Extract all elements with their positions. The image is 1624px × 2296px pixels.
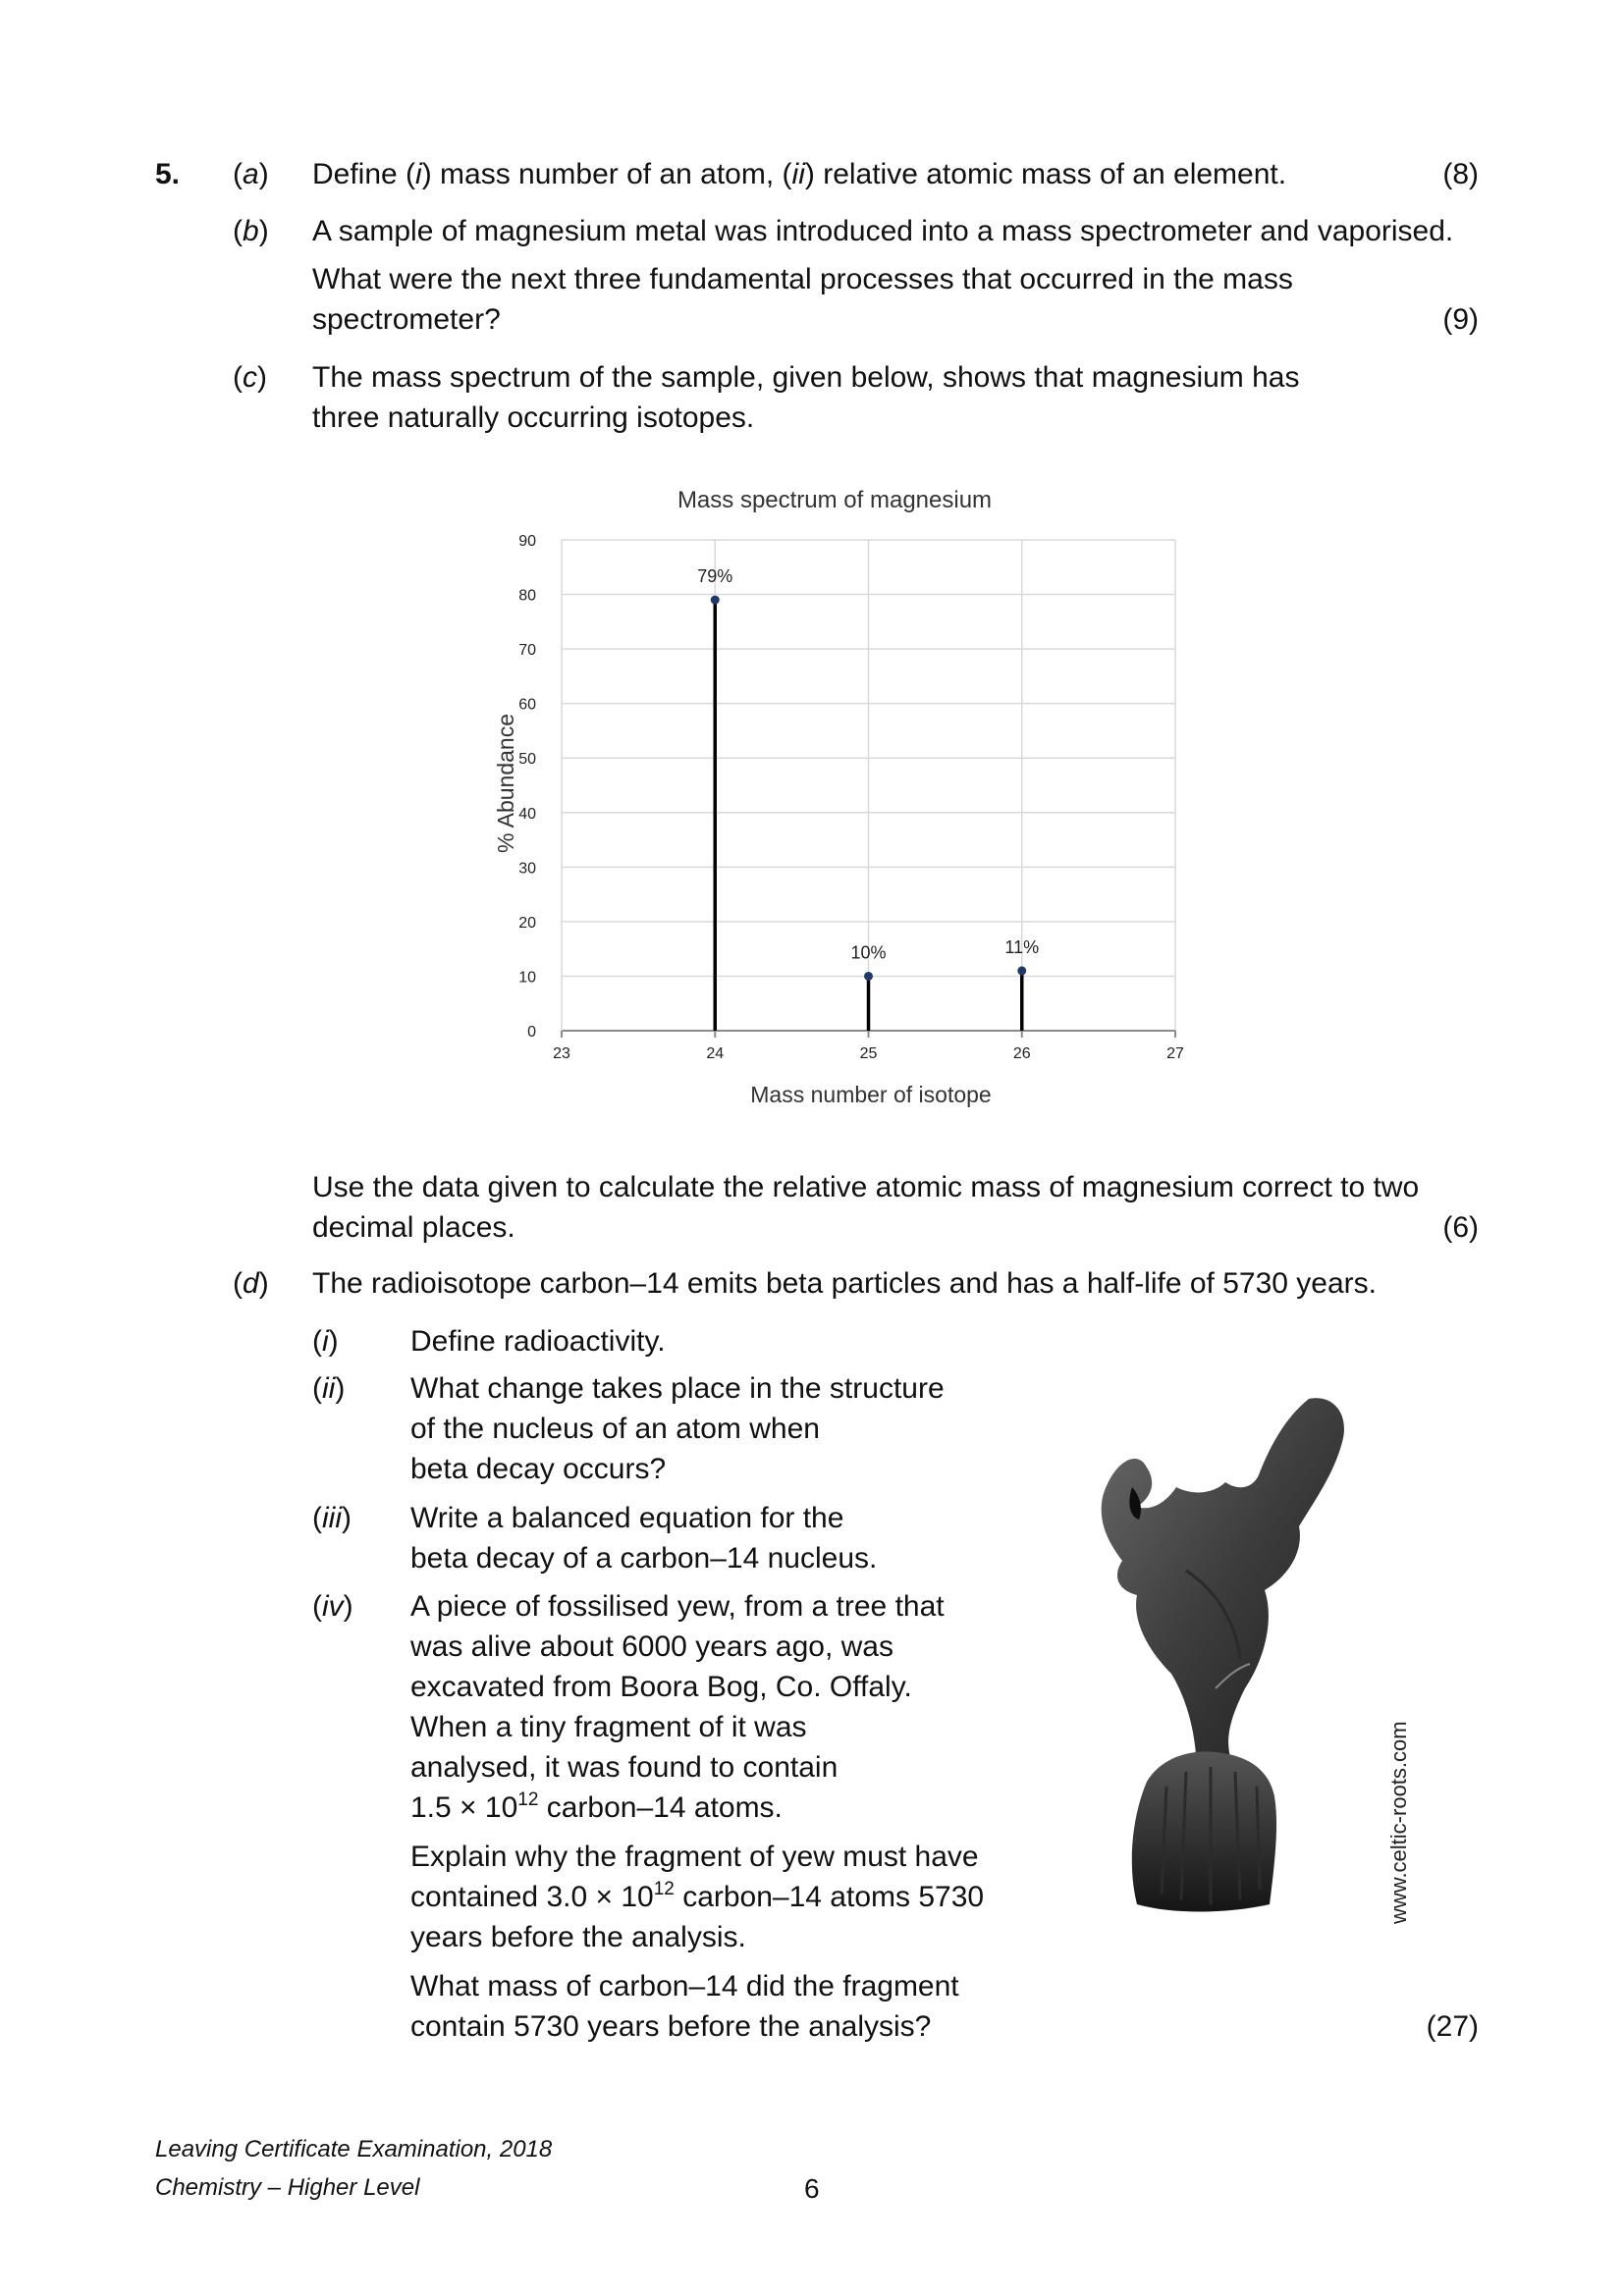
x-tick-label-24: 24 (706, 1045, 725, 1062)
part-d-iv-line-9: years before the analysis. (410, 1921, 746, 1953)
question-number: 5. (155, 158, 181, 190)
chart-title: Mass spectrum of magnesium (677, 487, 993, 513)
part-d-label: (d) (233, 1267, 269, 1300)
part-c-after-line-1: Use the data given to calculate the relative atomic mass of magnesium correct to two (312, 1171, 1420, 1203)
y-tick-label-20: 20 (518, 914, 536, 932)
y-tick-label-70: 70 (518, 642, 536, 660)
part-d-iv-line-7: Explain why the fragment of yew must have (410, 1841, 979, 1873)
part-d-marks: (27) (1426, 2010, 1479, 2043)
point-26 (1017, 966, 1026, 975)
part-b-label: (b) (233, 215, 269, 247)
part-c-label: (c) (233, 361, 267, 394)
y-tick-label-0: 0 (527, 1024, 536, 1041)
part-d-iv-line-6: $1.5 \times 10^{12}$ carbon–14 atoms. (410, 1789, 783, 1824)
part-d-iv-line-2: was alive about 6000 years ago, was (410, 1630, 893, 1663)
data-label-26: 11% (1004, 936, 1040, 957)
data-label-25: 10% (850, 942, 887, 963)
part-c-line-2: three naturally occurring isotopes. (312, 401, 755, 434)
x-tick-label-23: 23 (553, 1045, 570, 1062)
footer-exam-title: Leaving Certificate Examination, 2018 (155, 2136, 553, 2163)
part-d-iii-label: (iii) (312, 1502, 352, 1534)
data-label-24: 79% (697, 566, 733, 587)
x-tick-label-27: 27 (1166, 1045, 1184, 1062)
part-d-iv-line-5: analysed, it was found to contain (410, 1751, 839, 1784)
part-d-iv-line-1: A piece of fossilised yew, from a tree that (410, 1590, 945, 1623)
x-axis-title: Mass number of isotope (750, 1082, 992, 1107)
y-axis-title: % Abundance (493, 714, 518, 853)
part-a-label: (a) (233, 158, 269, 190)
page-number: 6 (804, 2173, 820, 2204)
fossilised-yew-photo (1078, 1394, 1365, 1924)
part-d-iii-line-2: beta decay of a carbon–14 nucleus. (410, 1542, 878, 1575)
part-d-ii-line-1: What change takes place in the structure (410, 1372, 945, 1405)
part-d-i-label: (i) (312, 1325, 339, 1358)
y-tick-label-60: 60 (518, 696, 536, 714)
chart-tick-labels (518, 533, 1184, 1062)
y-tick-label-80: 80 (518, 587, 536, 605)
part-c-after-line-2: decimal places. (312, 1211, 515, 1244)
part-a-text: Define (i) mass number of an atom, (ii) relative atomic mass of an element. (312, 158, 1287, 190)
part-b-line-1: A sample of magnesium metal was introduced into a mass spectrometer and vaporised. (312, 215, 1454, 247)
mass-spectrum-chart (481, 479, 1198, 1127)
part-d-ii-label: (ii) (312, 1372, 346, 1405)
x-tick-label-25: 25 (859, 1045, 878, 1062)
part-d-ii-line-2: of the nucleus of an atom when (410, 1413, 820, 1445)
part-d-i-text: Define radioactivity. (410, 1325, 666, 1358)
part-c-marks: (6) (1442, 1211, 1479, 1244)
y-tick-label-90: 90 (518, 533, 536, 550)
part-d-ii-line-3: beta decay occurs? (410, 1453, 667, 1485)
footer-subject: Chemistry – Higher Level (155, 2174, 420, 2201)
part-d-iii-line-1: Write a balanced equation for the (410, 1502, 844, 1534)
part-d-iv-line-10: What mass of carbon–14 did the fragment (410, 1970, 959, 2002)
y-tick-label-10: 10 (518, 969, 536, 987)
part-b-line-3: spectrometer? (312, 303, 501, 336)
part-d-iv-line-4: When a tiny fragment of it was (410, 1711, 807, 1743)
x-tick-label-26: 26 (1012, 1045, 1031, 1062)
part-d-iv-label: (iv) (312, 1590, 353, 1623)
part-d-iv-line-11: contain 5730 years before the analysis? (410, 2010, 932, 2043)
y-tick-label-40: 40 (518, 805, 536, 823)
y-tick-label-30: 30 (518, 860, 536, 878)
part-a-marks: (8) (1442, 158, 1479, 190)
part-d-iv-line-8: contained $3.0 \times 10^{12}$ carbon–14 atoms 5730 (410, 1879, 985, 1913)
part-b-marks: (9) (1442, 303, 1479, 336)
point-24 (711, 596, 720, 605)
part-c-line-1: The mass spectrum of the sample, given below, shows that magnesium has (312, 361, 1300, 394)
image-credit: www.celtic-roots.com (1386, 1721, 1411, 1924)
y-tick-label-50: 50 (518, 751, 536, 769)
part-d-iv-line-3: excavated from Boora Bog, Co. Offaly. (410, 1671, 912, 1703)
part-d-intro: The radioisotope carbon–14 emits beta particles and has a half-life of 5730 years. (312, 1267, 1377, 1300)
part-b-line-2: What were the next three fundamental processes that occurred in the mass (312, 263, 1293, 295)
point-25 (864, 972, 873, 981)
